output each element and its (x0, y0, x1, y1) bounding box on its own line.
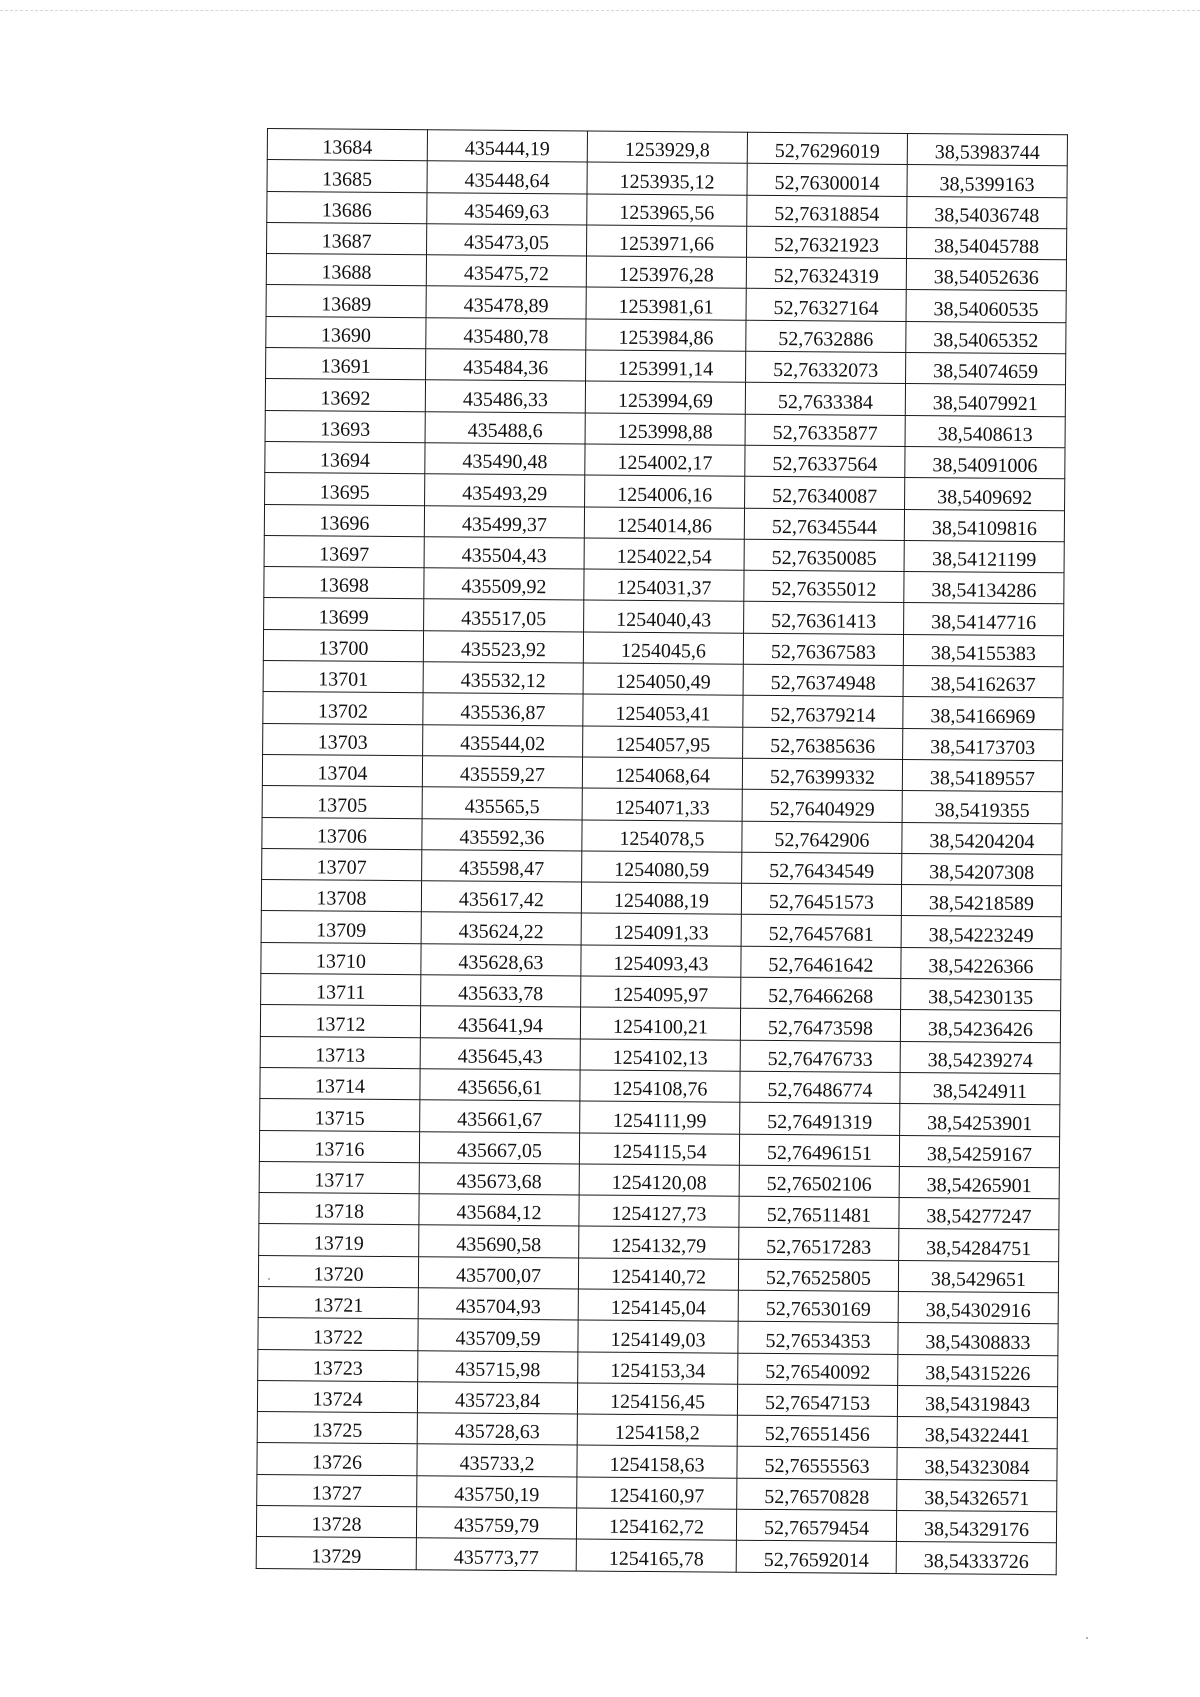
x-coordinate-cell: 435690,58 (419, 1225, 579, 1258)
scan-top-edge (0, 10, 1200, 11)
x-coordinate-cell: 435480,78 (426, 318, 586, 351)
latitude-cell: 52,76385636 (743, 727, 903, 760)
longitude-cell: 38,54036748 (907, 196, 1067, 229)
latitude-cell: 52,76496151 (739, 1134, 899, 1167)
latitude-cell: 52,76355012 (744, 570, 904, 603)
y-coordinate-cell: 1254162,72 (576, 1508, 736, 1541)
point-number-cell: 13693 (265, 410, 425, 443)
latitude-cell: 52,76399332 (742, 758, 902, 791)
y-coordinate-cell: 1253971,66 (587, 225, 747, 258)
coordinates-table-body (256, 129, 1067, 1575)
point-number-cell: 13709 (261, 911, 421, 944)
longitude-cell: 38,54265901 (899, 1166, 1059, 1199)
point-number-cell: 13714 (260, 1067, 420, 1100)
latitude-cell: 52,76534353 (738, 1322, 898, 1355)
latitude-cell: 52,76570828 (737, 1478, 897, 1511)
point-number-cell: 13689 (266, 285, 426, 318)
longitude-cell: 38,54284751 (899, 1229, 1059, 1262)
longitude-cell: 38,54121199 (904, 540, 1064, 573)
longitude-cell: 38,54109816 (904, 509, 1064, 542)
y-coordinate-cell: 1253965,56 (587, 194, 747, 227)
x-coordinate-cell: 435444,19 (427, 130, 587, 163)
x-coordinate-cell: 435499,37 (424, 505, 584, 538)
x-coordinate-cell: 435473,05 (427, 224, 587, 257)
latitude-cell: 52,76337564 (745, 445, 905, 478)
x-coordinate-cell: 435628,63 (421, 943, 581, 976)
longitude-cell: 38,54253901 (900, 1104, 1060, 1137)
point-number-cell: 13686 (267, 191, 427, 224)
longitude-cell: 38,53983744 (907, 134, 1067, 167)
longitude-cell: 38,54322441 (897, 1417, 1057, 1450)
longitude-cell: 38,54155383 (903, 634, 1063, 667)
longitude-cell: 38,54236426 (900, 1010, 1060, 1043)
longitude-cell: 38,54329176 (896, 1511, 1056, 1544)
x-coordinate-cell: 435517,05 (424, 599, 584, 632)
latitude-cell: 52,76491319 (740, 1102, 900, 1135)
latitude-cell: 52,76457681 (741, 915, 901, 948)
latitude-cell: 52,76555563 (737, 1447, 897, 1480)
point-number-cell: 13727 (257, 1474, 417, 1507)
x-coordinate-cell: 435750,19 (417, 1475, 577, 1508)
point-number-cell: 13687 (267, 222, 427, 255)
point-number-cell: 13723 (258, 1349, 418, 1382)
x-coordinate-cell: 435700,07 (418, 1256, 578, 1289)
x-coordinate-cell: 435684,12 (419, 1194, 579, 1227)
point-number-cell: 13696 (264, 504, 424, 537)
longitude-cell: 38,54204204 (902, 822, 1062, 855)
longitude-cell: 38,54189557 (902, 759, 1062, 792)
x-coordinate-cell: 435523,92 (423, 630, 583, 663)
longitude-cell: 38,54134286 (904, 572, 1064, 605)
point-number-cell: 13692 (265, 379, 425, 412)
point-number-cell: 13694 (265, 441, 425, 474)
point-number-cell: 13717 (259, 1161, 419, 1194)
y-coordinate-cell: 1254100,21 (580, 1007, 740, 1040)
y-coordinate-cell: 1254057,95 (583, 726, 743, 759)
y-coordinate-cell: 1254145,04 (578, 1289, 738, 1322)
x-coordinate-cell: 435544,02 (423, 724, 583, 757)
longitude-cell: 38,5429651 (898, 1260, 1058, 1293)
point-number-cell: 13698 (264, 567, 424, 600)
latitude-cell: 52,76473598 (740, 1009, 900, 1042)
point-number-cell: 13719 (259, 1224, 419, 1257)
y-coordinate-cell: 1253991,14 (586, 350, 746, 383)
latitude-cell: 52,76335877 (745, 414, 905, 447)
point-number-cell: 13702 (263, 692, 423, 725)
longitude-cell: 38,5408613 (905, 415, 1065, 448)
latitude-cell: 52,76324319 (746, 257, 906, 290)
longitude-cell: 38,54308833 (898, 1323, 1058, 1356)
x-coordinate-cell: 435565,5 (422, 787, 582, 820)
x-coordinate-cell: 435509,92 (424, 568, 584, 601)
point-number-cell: 13711 (261, 973, 421, 1006)
y-coordinate-cell: 1253935,12 (587, 162, 747, 195)
latitude-cell: 52,76486774 (740, 1071, 900, 1104)
longitude-cell: 38,54326571 (897, 1479, 1057, 1512)
latitude-cell: 52,7633384 (745, 383, 905, 416)
y-coordinate-cell: 1254102,13 (580, 1039, 740, 1072)
table-row (256, 1537, 1056, 1575)
point-number-cell: 13729 (256, 1537, 416, 1570)
y-coordinate-cell: 1254071,33 (582, 788, 742, 821)
x-coordinate-cell: 435504,43 (424, 537, 584, 570)
y-coordinate-cell: 1254149,03 (578, 1320, 738, 1353)
longitude-cell: 38,54319843 (897, 1385, 1057, 1418)
longitude-cell: 38,54173703 (903, 728, 1063, 761)
y-coordinate-cell: 1254158,63 (577, 1445, 737, 1478)
x-coordinate-cell: 435656,61 (420, 1069, 580, 1102)
y-coordinate-cell: 1253976,28 (586, 256, 746, 289)
longitude-cell: 38,54162637 (903, 666, 1063, 699)
point-number-cell: 13684 (267, 129, 427, 162)
point-number-cell: 13718 (259, 1193, 419, 1226)
y-coordinate-cell: 1254050,49 (583, 663, 743, 696)
y-coordinate-cell: 1254078,5 (582, 820, 742, 853)
y-coordinate-cell: 1254115,54 (579, 1132, 739, 1165)
point-number-cell: 13724 (257, 1380, 417, 1413)
latitude-cell: 52,76374948 (743, 664, 903, 697)
x-coordinate-cell: 435733,2 (417, 1444, 577, 1477)
y-coordinate-cell: 1254132,79 (579, 1226, 739, 1259)
y-coordinate-cell: 1254080,59 (582, 851, 742, 884)
point-number-cell: 13708 (261, 880, 421, 913)
longitude-cell: 38,54277247 (899, 1198, 1059, 1231)
point-number-cell: 13706 (262, 817, 422, 850)
point-number-cell: 13721 (258, 1286, 418, 1319)
y-coordinate-cell: 1253981,61 (586, 287, 746, 320)
y-coordinate-cell: 1254165,78 (576, 1539, 736, 1572)
y-coordinate-cell: 1254095,97 (581, 976, 741, 1009)
longitude-cell: 38,54302916 (898, 1291, 1058, 1324)
point-number-cell: 13722 (258, 1318, 418, 1351)
latitude-cell: 52,76461642 (741, 946, 901, 979)
y-coordinate-cell: 1254108,76 (580, 1070, 740, 1103)
longitude-cell: 38,54052636 (906, 259, 1066, 292)
x-coordinate-cell: 435715,98 (418, 1350, 578, 1383)
latitude-cell: 52,76540092 (738, 1353, 898, 1386)
latitude-cell: 52,76551456 (737, 1415, 897, 1448)
x-coordinate-cell: 435641,94 (420, 1006, 580, 1039)
x-coordinate-cell: 435673,68 (419, 1163, 579, 1196)
y-coordinate-cell: 1254120,08 (579, 1164, 739, 1197)
longitude-cell: 38,54315226 (898, 1354, 1058, 1387)
x-coordinate-cell: 435598,47 (422, 850, 582, 883)
latitude-cell: 52,76525805 (738, 1259, 898, 1292)
longitude-cell: 38,54207308 (902, 853, 1062, 886)
longitude-cell: 38,54259167 (899, 1135, 1059, 1168)
latitude-cell: 52,76530169 (738, 1290, 898, 1323)
latitude-cell: 52,76592014 (736, 1541, 896, 1574)
x-coordinate-cell: 435728,63 (417, 1413, 577, 1446)
x-coordinate-cell: 435448,64 (427, 161, 587, 194)
y-coordinate-cell: 1254127,73 (579, 1195, 739, 1228)
y-coordinate-cell: 1253994,69 (585, 381, 745, 414)
x-coordinate-cell: 435486,33 (425, 380, 585, 413)
longitude-cell: 38,54147716 (904, 603, 1064, 636)
y-coordinate-cell: 1253929,8 (587, 131, 747, 164)
x-coordinate-cell: 435709,59 (418, 1319, 578, 1352)
y-coordinate-cell: 1254014,86 (584, 507, 744, 540)
point-number-cell: 13725 (257, 1412, 417, 1445)
latitude-cell: 52,76502106 (739, 1165, 899, 1198)
point-number-cell: 13691 (266, 348, 426, 381)
longitude-cell: 38,5424911 (900, 1072, 1060, 1105)
x-coordinate-cell: 435592,36 (422, 818, 582, 851)
y-coordinate-cell: 1254091,33 (581, 913, 741, 946)
point-number-cell: 13716 (259, 1130, 419, 1163)
longitude-cell: 38,54323084 (897, 1448, 1057, 1481)
latitude-cell: 52,76350085 (744, 539, 904, 572)
point-number-cell: 13685 (267, 160, 427, 193)
longitude-cell: 38,54074659 (906, 353, 1066, 386)
latitude-cell: 52,7632886 (746, 320, 906, 353)
latitude-cell: 52,76434549 (742, 852, 902, 885)
longitude-cell: 38,54166969 (903, 697, 1063, 730)
longitude-cell: 38,5409692 (905, 478, 1065, 511)
latitude-cell: 52,76332073 (746, 351, 906, 384)
y-coordinate-cell: 1254111,99 (580, 1101, 740, 1134)
latitude-cell: 52,76340087 (745, 477, 905, 510)
point-number-cell: 13697 (264, 535, 424, 568)
x-coordinate-cell: 435617,42 (421, 881, 581, 914)
y-coordinate-cell: 1254160,97 (577, 1477, 737, 1510)
coordinates-table (256, 128, 1068, 1575)
scan-speck (1086, 1637, 1088, 1639)
y-coordinate-cell: 1254045,6 (583, 632, 743, 665)
x-coordinate-cell: 435559,27 (422, 756, 582, 789)
longitude-cell: 38,54226366 (901, 947, 1061, 980)
y-coordinate-cell: 1254088,19 (581, 882, 741, 915)
latitude-cell: 52,76321923 (746, 226, 906, 259)
longitude-cell: 38,54223249 (901, 916, 1061, 949)
x-coordinate-cell: 435536,87 (423, 693, 583, 726)
y-coordinate-cell: 1254002,17 (585, 444, 745, 477)
x-coordinate-cell: 435661,67 (420, 1100, 580, 1133)
y-coordinate-cell: 1254031,37 (584, 569, 744, 602)
point-number-cell: 13690 (266, 316, 426, 349)
y-coordinate-cell: 1254140,72 (578, 1258, 738, 1291)
point-number-cell: 13707 (262, 848, 422, 881)
point-number-cell: 13701 (263, 661, 423, 694)
longitude-cell: 38,54060535 (906, 290, 1066, 323)
x-coordinate-cell: 435469,63 (427, 192, 587, 225)
latitude-cell: 52,76476733 (740, 1040, 900, 1073)
point-number-cell: 13713 (260, 1036, 420, 1069)
x-coordinate-cell: 435645,43 (420, 1037, 580, 1070)
point-number-cell: 13704 (262, 754, 422, 787)
point-number-cell: 13699 (264, 598, 424, 631)
y-coordinate-cell: 1254068,64 (582, 757, 742, 790)
y-coordinate-cell: 1254006,16 (585, 475, 745, 508)
x-coordinate-cell: 435484,36 (426, 349, 586, 382)
y-coordinate-cell: 1254093,43 (581, 945, 741, 978)
x-coordinate-cell: 435490,48 (425, 443, 585, 476)
longitude-cell: 38,54333726 (896, 1542, 1056, 1575)
x-coordinate-cell: 435532,12 (423, 662, 583, 695)
y-coordinate-cell: 1254158,2 (577, 1414, 737, 1447)
latitude-cell: 52,76451573 (741, 883, 901, 916)
x-coordinate-cell: 435723,84 (417, 1382, 577, 1415)
x-coordinate-cell: 435478,89 (426, 286, 586, 319)
y-coordinate-cell: 1254040,43 (584, 600, 744, 633)
x-coordinate-cell: 435704,93 (418, 1288, 578, 1321)
y-coordinate-cell: 1254156,45 (577, 1383, 737, 1416)
x-coordinate-cell: 435488,6 (425, 411, 585, 444)
y-coordinate-cell: 1254053,41 (583, 694, 743, 727)
point-number-cell: 13688 (266, 254, 426, 287)
x-coordinate-cell: 435667,05 (419, 1131, 579, 1164)
point-number-cell: 13712 (260, 1005, 420, 1038)
latitude-cell: 52,76511481 (739, 1196, 899, 1229)
longitude-cell: 38,54065352 (906, 321, 1066, 354)
latitude-cell: 52,76367583 (743, 633, 903, 666)
latitude-cell: 52,76296019 (747, 132, 907, 165)
x-coordinate-cell: 435493,29 (425, 474, 585, 507)
latitude-cell: 52,76517283 (739, 1228, 899, 1261)
latitude-cell: 52,76579454 (736, 1509, 896, 1542)
latitude-cell: 52,76404929 (742, 789, 902, 822)
point-number-cell: 13695 (265, 473, 425, 506)
point-number-cell: 13715 (260, 1099, 420, 1132)
point-number-cell: 13720 (258, 1255, 418, 1288)
point-number-cell: 13710 (261, 942, 421, 975)
x-coordinate-cell: 435773,77 (416, 1538, 576, 1571)
y-coordinate-cell: 1253998,88 (585, 413, 745, 446)
latitude-cell: 52,7642906 (742, 821, 902, 854)
longitude-cell: 38,5399163 (907, 165, 1067, 198)
point-number-cell: 13703 (263, 723, 423, 756)
latitude-cell: 52,76318854 (747, 195, 907, 228)
latitude-cell: 52,76379214 (743, 696, 903, 729)
longitude-cell: 38,54218589 (901, 885, 1061, 918)
y-coordinate-cell: 1253984,86 (586, 319, 746, 352)
point-number-cell: 13726 (257, 1443, 417, 1476)
longitude-cell: 38,54079921 (905, 384, 1065, 417)
y-coordinate-cell: 1254153,34 (578, 1352, 738, 1385)
latitude-cell: 52,76361413 (744, 602, 904, 635)
latitude-cell: 52,76466268 (741, 977, 901, 1010)
latitude-cell: 52,76547153 (737, 1384, 897, 1417)
longitude-cell: 38,54045788 (906, 227, 1066, 260)
longitude-cell: 38,54230135 (901, 979, 1061, 1012)
x-coordinate-cell: 435759,79 (416, 1507, 576, 1540)
longitude-cell: 38,5419355 (902, 791, 1062, 824)
point-number-cell: 13700 (263, 629, 423, 662)
latitude-cell: 52,76300014 (747, 164, 907, 197)
x-coordinate-cell: 435624,22 (421, 912, 581, 945)
latitude-cell: 52,76327164 (746, 289, 906, 322)
point-number-cell: 13728 (256, 1506, 416, 1539)
longitude-cell: 38,54239274 (900, 1041, 1060, 1074)
x-coordinate-cell: 435633,78 (421, 975, 581, 1008)
latitude-cell: 52,76345544 (744, 508, 904, 541)
y-coordinate-cell: 1254022,54 (584, 538, 744, 571)
point-number-cell: 13705 (262, 786, 422, 819)
longitude-cell: 38,54091006 (905, 446, 1065, 479)
x-coordinate-cell: 435475,72 (426, 255, 586, 288)
